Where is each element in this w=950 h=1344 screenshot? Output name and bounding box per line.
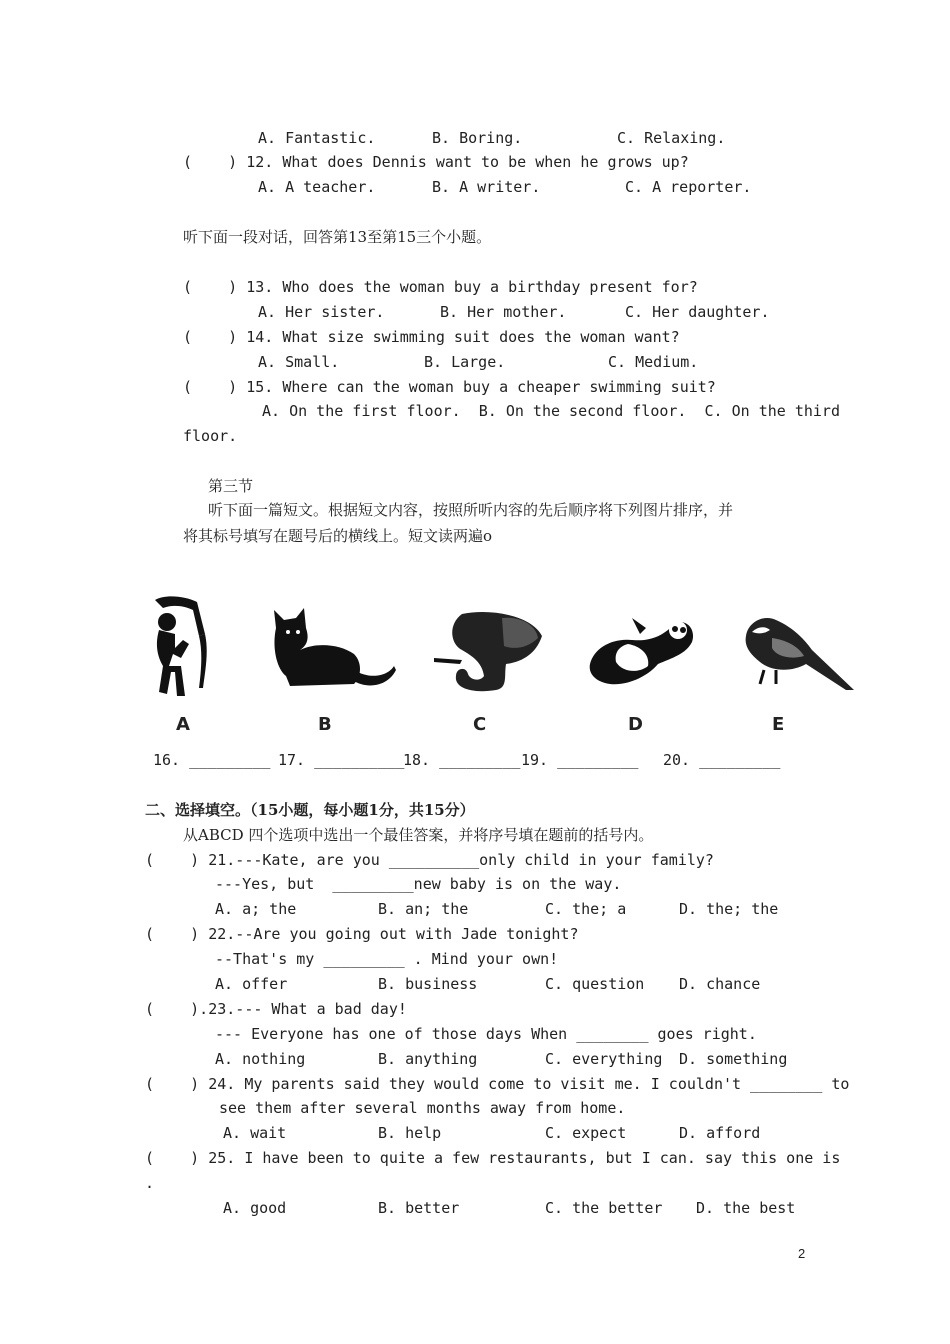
q25-option-c: C. the better	[545, 1199, 663, 1217]
q22-line2: --That's my _________ . Mind your own!	[215, 950, 559, 968]
q24-line2: see them after several months away from home.	[219, 1099, 626, 1117]
q21-option-b: B. an; the	[378, 900, 469, 918]
q23-option-b: B. anything	[378, 1050, 478, 1068]
answer-blank-17[interactable]: 17. __________	[278, 751, 405, 769]
part2-title: 二、选择填空。（15小题，每小题1分，共15分）	[145, 801, 475, 819]
picture-label-d: D	[628, 714, 643, 735]
cat-icon	[270, 606, 398, 692]
q13-option-c: C. Her daughter.	[625, 303, 770, 321]
q24-option-d: D. afford	[679, 1124, 761, 1142]
q12-option-c: C. A reporter.	[625, 178, 752, 196]
section3-instruction-line2: 将其标号填写在题号后的横线上。短文读两遍o	[183, 527, 493, 545]
section3-title: 第三节	[208, 477, 254, 495]
picture-label-c: C	[473, 714, 487, 735]
q23-stem: ( ).23.--- What a bad day!	[145, 1000, 407, 1018]
q21-option-c: C. the; a	[545, 900, 627, 918]
q23-option-a: A. nothing	[215, 1050, 306, 1068]
elephant-icon	[432, 610, 546, 696]
q13-option-a: A. Her sister.	[258, 303, 385, 321]
panda-icon	[588, 612, 700, 692]
q22-stem: ( ) 22.--Are you going out with Jade tonight?	[145, 925, 579, 943]
q13-stem: ( ) 13. Who does the woman buy a birthday present for?	[183, 278, 698, 296]
q25-option-d: D. the best	[696, 1199, 796, 1217]
q25-option-b: B. better	[378, 1199, 460, 1217]
q22-option-c: C. question	[545, 975, 645, 993]
picture-label-a: A	[176, 714, 190, 735]
section3-instruction-line1: 听下面一篇短文。根据短文内容，按照所听内容的先后顺序将下列图片排序，并	[208, 501, 734, 519]
monkey-icon	[145, 592, 215, 704]
q12-stem: ( ) 12. What does Dennis want to be when he grows up?	[183, 153, 689, 171]
q21-option-d: D. the; the	[679, 900, 779, 918]
answer-blank-18[interactable]: 18. _________	[403, 751, 521, 769]
q21-option-a: A. a; the	[215, 900, 297, 918]
answer-blank-19[interactable]: 19. _________	[521, 751, 639, 769]
page-number: 2	[798, 1246, 806, 1261]
q23-option-c: C. everything	[545, 1050, 663, 1068]
q14-option-c: C. Medium.	[608, 353, 699, 371]
q23-option-d: D. something	[679, 1050, 788, 1068]
q24-option-c: C. expect	[545, 1124, 627, 1142]
q25-stem: ( ) 25. I have been to quite a few restaurants, but I can. say this one is	[145, 1149, 841, 1167]
q11-option-b: B. Boring.	[432, 129, 523, 147]
q25-line2: .	[145, 1174, 155, 1192]
q11-option-c: C. Relaxing.	[617, 129, 726, 147]
q15-stem: ( ) 15. Where can the woman buy a cheaper swimming suit?	[183, 378, 716, 396]
q14-option-a: A. Small.	[258, 353, 340, 371]
q15-options: A. On the first floor. B. On the second floor. C. On the third	[262, 402, 840, 420]
q25-option-a: A. good	[223, 1199, 287, 1217]
q24-option-b: B. help	[378, 1124, 442, 1142]
picture-label-b: B	[318, 714, 332, 735]
q22-option-d: D. chance	[679, 975, 761, 993]
picture-label-e: E	[772, 714, 785, 735]
q24-option-a: A. wait	[223, 1124, 287, 1142]
answer-blank-16[interactable]: 16. _________	[153, 751, 271, 769]
q21-line2: ---Yes, but _________new baby is on the way.	[215, 875, 622, 893]
q14-option-b: B. Large.	[424, 353, 506, 371]
q23-line2: --- Everyone has one of those days When ________ goes right.	[215, 1025, 757, 1043]
q21-stem: ( ) 21.---Kate, are you __________only child in your family?	[145, 851, 714, 869]
q15-options-continued: floor.	[183, 427, 238, 445]
part2-instruction: 从ABCD 四个选项中选出一个最佳答案，并将序号填在题前的括号内。	[183, 826, 654, 844]
q13-option-b: B. Her mother.	[440, 303, 567, 321]
q14-stem: ( ) 14. What size swimming suit does the woman want?	[183, 328, 680, 346]
bird-icon	[742, 612, 856, 692]
q11-option-a: A. Fantastic.	[258, 129, 376, 147]
q22-option-b: B. business	[378, 975, 478, 993]
answer-blank-20[interactable]: 20. _________	[663, 751, 781, 769]
listening-intro-13-15: 听下面一段对话，回答第13至第15三个小题。	[183, 228, 492, 246]
q12-option-b: B. A writer.	[432, 178, 541, 196]
q24-stem: ( ) 24. My parents said they would come to visit me. I couldn't ________ to	[145, 1075, 850, 1093]
q12-option-a: A. A teacher.	[258, 178, 376, 196]
q22-option-a: A. offer	[215, 975, 288, 993]
